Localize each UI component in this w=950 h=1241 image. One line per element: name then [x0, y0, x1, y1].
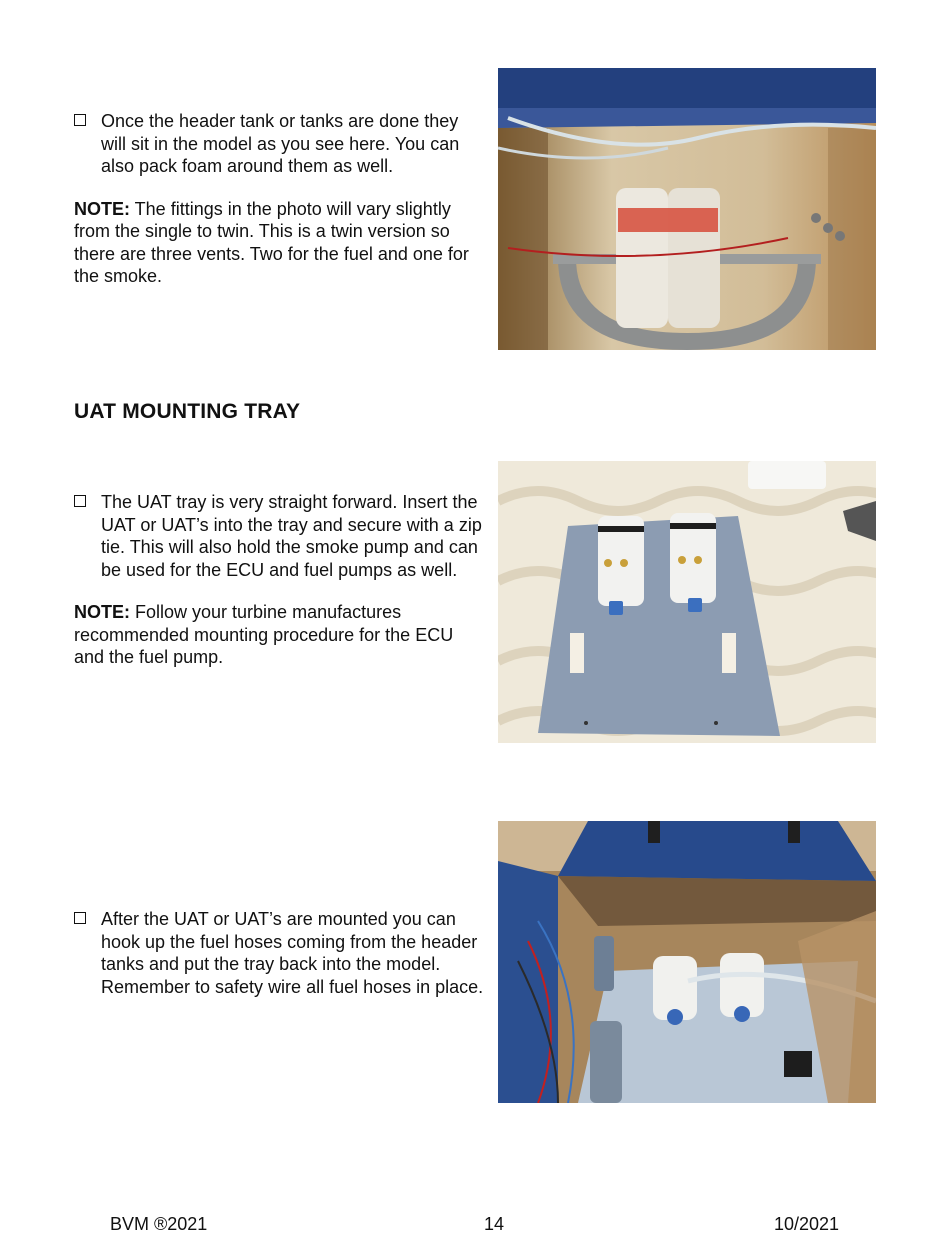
note-label: NOTE: — [74, 602, 130, 622]
note-label: NOTE: — [74, 198, 130, 219]
checklist-item — [74, 491, 484, 581]
checklist-text: The UAT tray is very straight forward. Insert the UAT or UAT’s into the tray and secure with a zip tie. This will also hold the smoke pump and can be used for the ECU and fuel pumps as well. — [101, 492, 482, 580]
checklist-item — [74, 110, 484, 178]
installed-tray-photo — [498, 821, 876, 1103]
note-text: The fittings in the photo will vary slightly from the single to twin. This is a twin version so there are three vents. Two for the fuel and one for the smoke. — [74, 198, 469, 286]
checkbox-icon[interactable] — [74, 495, 86, 507]
note-text: Follow your turbine manufactures recommended mounting procedure for the ECU and the fuel pump. — [74, 602, 454, 667]
checklist-text: After the UAT or UAT’s are mounted you can hook up the fuel hoses coming from the header tanks and put the tray back into the model. Remember to safety wire all fuel hoses in place. — [101, 909, 484, 997]
uat-tray-photo — [498, 461, 876, 743]
checklist-text: Once the header tank or tanks are done they will sit in the model as you see here. You can also pack foam around them as well. — [101, 111, 460, 176]
page-number: 14 — [484, 1214, 505, 1234]
hose-hookup-section — [74, 908, 484, 998]
footer-copyright: BVM ®2021 — [110, 1214, 208, 1234]
note-paragraph — [74, 601, 484, 669]
checkbox-icon[interactable] — [74, 114, 86, 126]
uat-tray-section — [74, 491, 484, 669]
note-paragraph — [74, 198, 484, 288]
checkbox-icon[interactable] — [74, 912, 86, 924]
header-tank-photo — [498, 68, 876, 350]
section-heading: UAT MOUNTING TRAY — [74, 400, 301, 423]
footer-date: 10/2021 — [774, 1214, 840, 1234]
header-tank-section — [74, 110, 484, 288]
checklist-item — [74, 908, 484, 998]
